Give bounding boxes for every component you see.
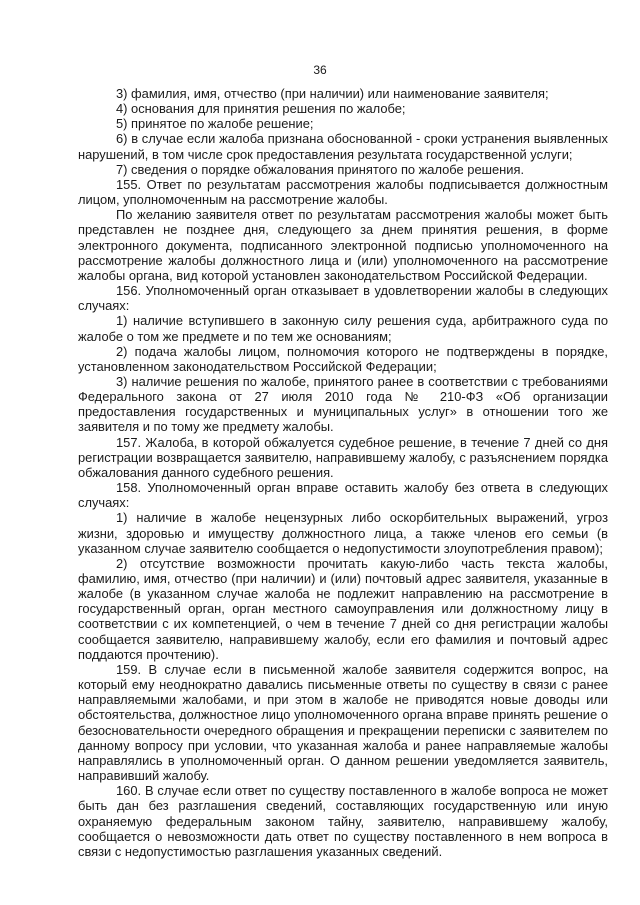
clause-158: 158. Уполномоченный орган вправе оставить жалобу без ответа в следующих случаях: (78, 480, 608, 511)
item-4-grounds: 4) основания для принятия решения по жалобе; (116, 101, 406, 117)
item-3-applicant-name: 3) фамилия, имя, отчество (при наличии) или наименование заявителя; (116, 86, 549, 101)
clause-159: 159. В случае если в письменной жалобе заявителя содержится вопрос, на который ему неоднократно давались письменные ответы по существу в связи с ранее направляемыми жалобами, и при этом в жалобе не приводятся новые доводы или обстоятельства, должностное лицо уполномоченного органа вправе принять решение о безосновательности очередного обращения и прекращении переписки с заявителем по данному вопросу при условии, что указанная жалоба и ранее направляемые жалобы направлялись в уполномоченный орган. О данном решении уведомляется заявитель, направивший жалобу. (78, 661, 608, 784)
clause-156-item-3: 3) наличие решения по жалобе, принятого ранее в соответствии с требованиями Федерального закона от 27 июля 2010 года № 210-ФЗ «Об организации предоставления государственных и муниципальных услуг» в отношении того же заявителя и по тому же предмету жалобы. (78, 373, 608, 435)
clause-155-electronic-answer: По желанию заявителя ответ по результатам рассмотрения жалобы может быть представлен не позднее дня, следующего за днем принятия решения, в форме электронного документа, подписанного электронной подписью уполномоченного на рассмотрение жалобы должностного лица и (или) уполномоченного на рассмотрение жалобы органа, вид которой установлен законодательством Российской Федерации. (78, 207, 608, 283)
clause-156-item-2: 2) подача жалобы лицом, полномочия которого не подтверждены в порядке, установленном законодательством Российской Федерации; (78, 343, 608, 374)
item-7-appeal-procedure: 7) сведения о порядке обжалования принятого по жалобе решения. (116, 161, 525, 177)
clause-158-item-1: 1) наличие в жалобе нецензурных либо оскорбительных выражений, угроз жизни, здоровью и имуществу должностного лица, а также членов его семьи (в указанном случае заявителю сообщается о недопустимости злоупотребления правом); (78, 510, 608, 556)
page-number: 36 (313, 63, 327, 77)
document-body (78, 86, 608, 859)
clause-157: 157. Жалоба, в которой обжалуется судебное решение, в течение 7 дней со дня регистрации возвращается заявителю, направившему жалобу, с разъяснением порядка обжалования данного судебного решения. (78, 434, 608, 480)
item-6-deadlines: 6) в случае если жалоба признана обоснованной - сроки устранения выявленных нарушений, в том числе срок предоставления результата государственной услуги; (78, 131, 608, 162)
clause-156: 156. Уполномоченный орган отказывает в удовлетворении жалобы в следующих случаях: (78, 283, 608, 314)
clause-160: 160. В случае если ответ по существу поставленного в жалобе вопроса не может быть дан без разглашения сведений, составляющих государственную или иную охраняемую федеральным законом тайну, заявителю, направившему жалобу, сообщается о невозможности дать ответ по существу поставленного в нем вопроса в связи с недопустимостью разглашения указанных сведений. (78, 783, 608, 859)
item-5-decision: 5) принятое по жалобе решение; (116, 116, 314, 132)
clause-156-item-1: 1) наличие вступившего в законную силу решения суда, арбитражного суда по жалобе о том же предмете и по тем же основаниям; (78, 313, 608, 344)
clause-158-item-2: 2) отсутствие возможности прочитать какую-либо часть текста жалобы, фамилию, имя, отчество (при наличии) и (или) почтовый адрес заявителя, указанные в жалобе (в указанном случае жалоба не подлежит направлению на рассмотрение в государственный орган, орган местного самоуправления или должностному лицу в соответствии с их компетенцией, о чем в течение 7 дней со дня регистрации жалобы сообщается заявителю, направившему жалобу, если его фамилия и почтовый адрес поддаются прочтению). (78, 555, 608, 662)
clause-155: 155. Ответ по результатам рассмотрения жалобы подписывается должностным лицом, уполномоченным на рассмотрение жалобы. (78, 176, 608, 208)
